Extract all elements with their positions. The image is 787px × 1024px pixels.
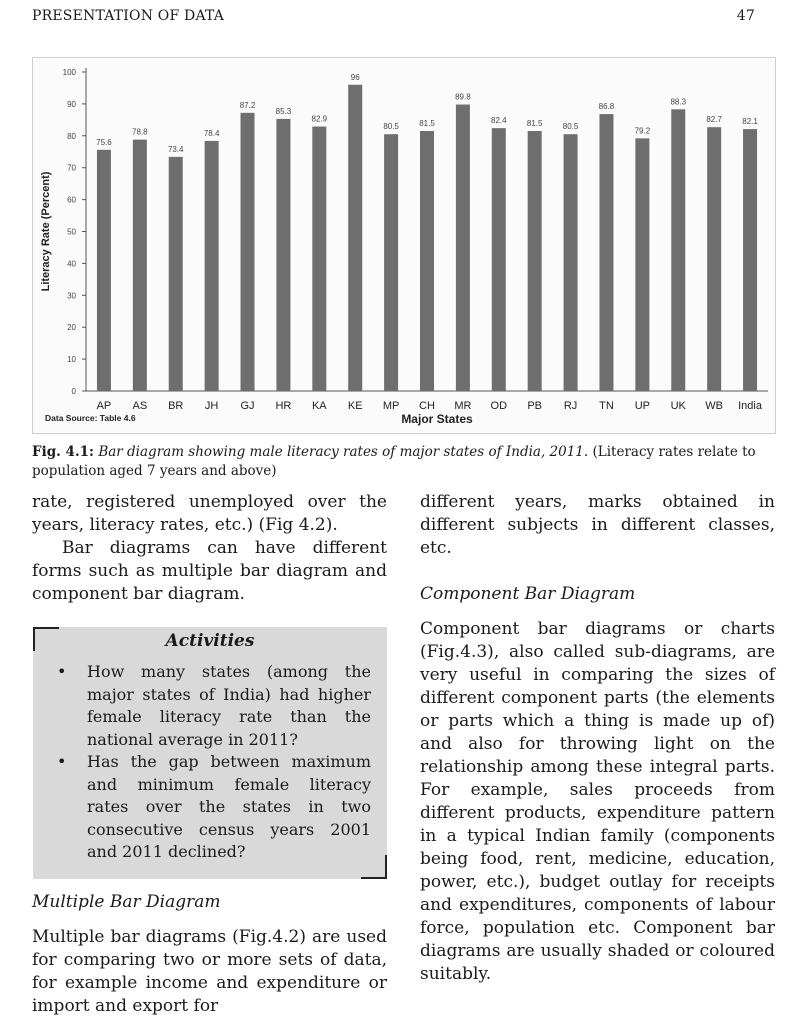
left-paragraph-1: rate, registered unemployed over the years, literacy rates, etc.) (Fig 4.2).: [32, 492, 387, 535]
y-tick-label: 70: [67, 163, 76, 173]
y-tick-label: 50: [67, 227, 76, 237]
x-tick-label: MP: [382, 400, 400, 412]
bar-value-label: 81.5: [419, 119, 435, 129]
spacer: [32, 914, 387, 926]
x-tick-label: KE: [347, 400, 363, 412]
figure-caption: [32, 443, 757, 481]
component-bar-text: Component bar diagrams or charts (Fig.4.3), also called sub-diagrams, are very useful in comparing the sizes of different component parts (the elements or parts which a thing is made up of) and also for throwing light on the relationship among these integral parts. For example, sales proceeds from different products, expenditure pattern in a typical Indian family (components being food, rent, medicine, education, power, etc.), budget outlay for receipts and expenditures, components of labour force, population etc. Component bar diagrams are usually shaded or coloured suitably.: [420, 619, 775, 984]
running-head-title: PRESENTATION OF DATA: [32, 8, 225, 24]
x-tick-label: PB: [527, 400, 543, 412]
left-column: [32, 491, 387, 606]
x-tick-label: HR: [275, 400, 292, 412]
bullet-icon: •: [57, 752, 67, 771]
bar-value-label: 86.8: [598, 102, 615, 112]
bar-value-label: 79.2: [634, 126, 651, 136]
y-tick-label: 90: [67, 99, 76, 109]
bar-value-label: 80.5: [562, 122, 579, 132]
bar: [528, 131, 542, 391]
activity-item: [53, 661, 371, 751]
activities-heading: Activities: [165, 631, 255, 651]
bullet-icon: •: [57, 662, 67, 681]
bar: [492, 128, 506, 391]
bar-value-label: 82.1: [742, 117, 758, 127]
x-tick-label: MR: [454, 400, 472, 412]
bar-value-label: 78.4: [203, 128, 220, 138]
activities-list: [53, 661, 371, 864]
bar-value-label: 82.7: [706, 115, 722, 125]
bar: [671, 109, 685, 391]
bar-value-label: 73.4: [167, 144, 184, 154]
bar: [97, 150, 111, 391]
x-tick-label: UP: [634, 400, 651, 412]
x-tick-label: RJ: [563, 400, 578, 412]
x-tick-label: WB: [705, 400, 724, 412]
left-paragraph-2: Bar diagrams can have different forms such as multiple bar diagram and component bar diagram.: [32, 538, 387, 604]
y-tick-label: 20: [67, 323, 76, 333]
bar-value-label: 85.3: [275, 106, 292, 116]
left-column-lower: [32, 891, 387, 1018]
multiple-bar-text: Multiple bar diagrams (Fig.4.2) are used for comparing two or more sets of data, for example income and expenditure or import and export for: [32, 927, 387, 1016]
bar-value-label: 81.5: [526, 119, 543, 129]
y-axis-title: Literacy Rate (Percent): [40, 171, 52, 292]
bar: [456, 105, 470, 391]
bar-value-label: 78.8: [132, 127, 148, 137]
bar: [420, 131, 434, 391]
x-tick-label: OD: [490, 400, 508, 412]
bar-value-label: 89.8: [455, 92, 471, 102]
bar-value-label: 87.2: [239, 100, 256, 110]
y-tick-label: 10: [67, 355, 76, 365]
bar-chart: [33, 58, 775, 433]
activities-box: [33, 627, 387, 879]
bar-chart-frame: [32, 57, 776, 434]
bar: [241, 113, 255, 391]
bar: [564, 134, 578, 391]
bar: [599, 114, 613, 391]
x-axis-title: Major States: [401, 412, 473, 426]
bar-value-label: 96: [350, 72, 360, 82]
activity-item-text: How many states (among the major states of India) had higher female literacy rate than the national average in 2011?: [87, 662, 371, 749]
page-number: 47: [736, 8, 755, 24]
bar-value-label: 82.4: [491, 116, 507, 126]
bar: [743, 129, 757, 391]
x-tick-label: TN: [599, 400, 614, 412]
figure-caption-rest: (Literacy rates relate to population aged 7 years and above): [32, 444, 756, 479]
y-tick-label: 30: [67, 291, 76, 301]
x-tick-label: KA: [311, 400, 327, 412]
bar: [133, 140, 147, 391]
bar-value-label: 82.9: [311, 114, 328, 124]
data-source-note: Data Source: Table 4.6: [45, 413, 136, 423]
bar: [635, 138, 649, 391]
x-tick-label: AS: [132, 400, 148, 412]
bar: [276, 119, 290, 391]
x-tick-label: AP: [96, 400, 112, 412]
activity-item-text: Has the gap between maximum and minimum female literacy rates over the states in two consecutive census years 2001 and 2011 declined?: [87, 752, 371, 861]
bar-value-label: 75.6: [96, 137, 112, 147]
y-tick-label: 60: [67, 195, 76, 205]
x-tick-label: JH: [204, 400, 219, 412]
component-bar-heading: Component Bar Diagram: [420, 584, 636, 604]
figure-label: Fig. 4.1:: [32, 444, 95, 460]
bar: [169, 157, 183, 391]
x-tick-label: GJ: [240, 400, 255, 412]
y-tick-label: 100: [62, 68, 76, 77]
bar-value-label: 88.3: [670, 97, 687, 107]
bar-value-label: 80.5: [383, 122, 399, 132]
y-tick-label: 80: [67, 131, 76, 141]
bar: [384, 134, 398, 391]
activity-item: [53, 751, 371, 864]
multiple-bar-heading: Multiple Bar Diagram: [32, 892, 221, 912]
x-tick-label: UK: [670, 400, 686, 412]
x-tick-label: India: [738, 400, 762, 412]
bar: [312, 127, 326, 391]
spacer: [420, 606, 775, 618]
right-column: [420, 491, 775, 986]
right-paragraph-1: different years, marks obtained in different subjects in different classes, etc.: [420, 492, 775, 558]
bar: [707, 127, 721, 391]
spacer: [420, 560, 775, 583]
bar: [205, 141, 219, 391]
running-head: [32, 8, 755, 30]
x-tick-label: BR: [168, 400, 184, 412]
figure-caption-italic: Bar diagram showing male literacy rates of major states of India, 2011.: [98, 444, 589, 460]
y-tick-label: 40: [67, 259, 76, 269]
y-tick-label: 0: [71, 387, 76, 396]
bar: [348, 85, 362, 391]
x-tick-label: CH: [419, 400, 435, 412]
